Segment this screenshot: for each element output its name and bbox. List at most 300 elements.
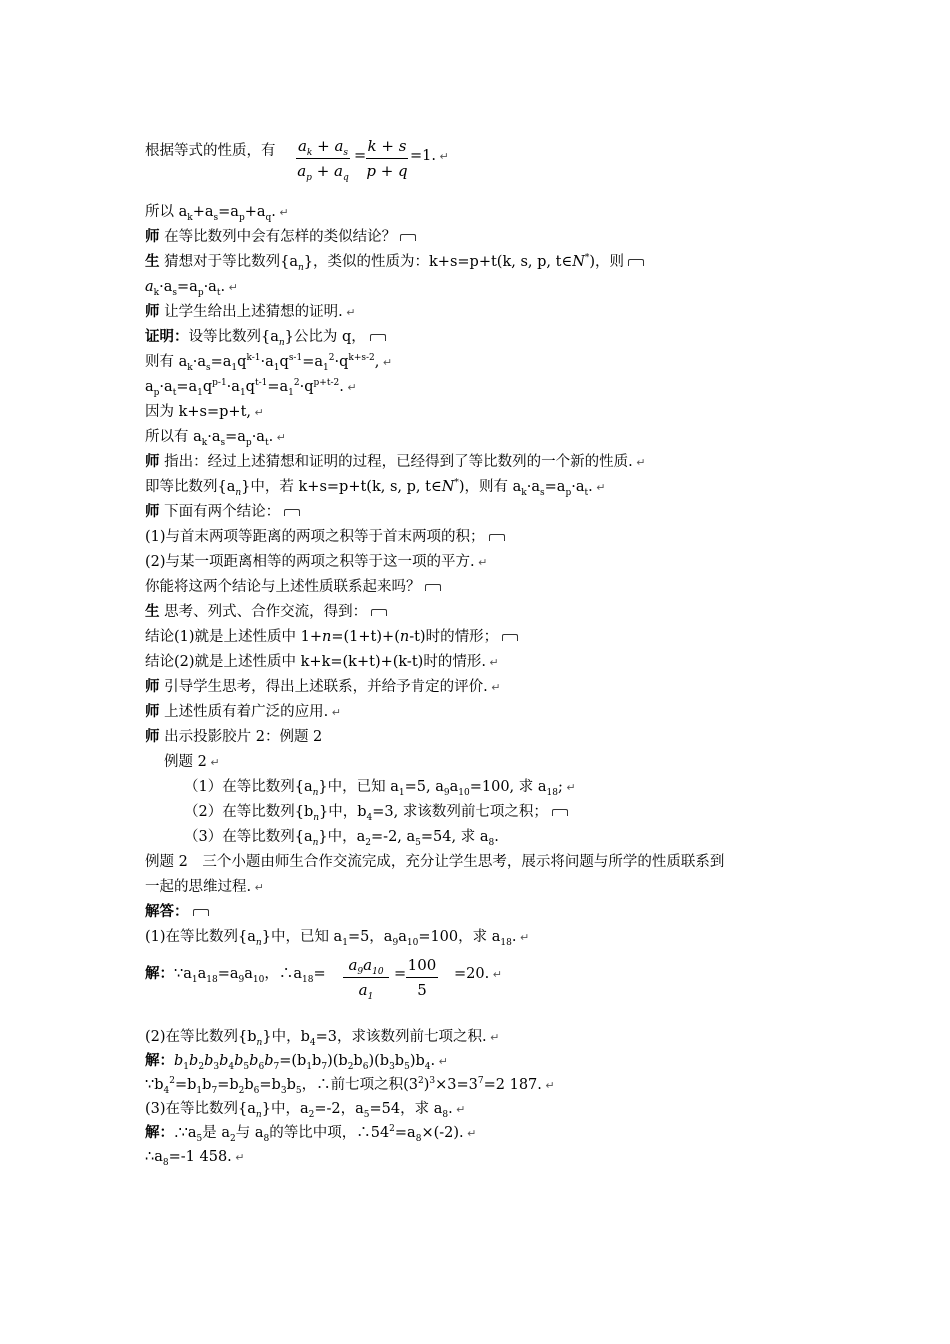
- text-segment: k: [306, 148, 313, 158]
- text-line: $\because b_4^2=b_1b_7=b_2b_6=b_3b_5$，∴前七项之积$(3^2)^3\times 3=3^7=2$ 187. ↵: [145, 1076, 555, 1096]
- text-segment: t: [584, 487, 589, 498]
- text-line: 师 指出：经过上述猜想和证明的过程，已经得到了等比数列的一个新的性质. ↵: [145, 453, 646, 470]
- text-segment: 的等比中项，∴54: [269, 1125, 390, 1141]
- text-segment: k: [187, 212, 193, 223]
- text-segment: =-2，a: [314, 1101, 364, 1117]
- text-segment: 8: [263, 1133, 270, 1144]
- text-segment: 引导学生思考，得出上述联系，并给予肯定的评价.: [164, 679, 488, 695]
- text-segment: 猜想对于等比数列{a: [164, 254, 298, 270]
- text-segment: 例题 2 三个小题由师生合作交流完成，充分让学生思考，展示将问题与所学的性质联系到: [145, 854, 725, 870]
- text-segment: a: [297, 137, 307, 155]
- text-segment: =a: [210, 354, 232, 370]
- text-segment: ·a: [251, 429, 265, 445]
- text-segment: + a: [311, 162, 343, 180]
- text-segment: 7: [273, 1061, 280, 1072]
- text-segment: 生: [145, 253, 160, 270]
- text-segment: =b: [259, 1077, 281, 1093]
- text-segment: （1）在等比数列{a: [184, 779, 313, 795]
- fraction: [406, 955, 438, 1000]
- text-segment: p: [306, 173, 312, 183]
- text-segment: ×(-2).: [421, 1125, 464, 1141]
- text-segment: p: [565, 487, 572, 498]
- text-segment: p-1: [212, 378, 227, 389]
- text-line: [145, 601, 387, 623]
- text-segment: *: [584, 253, 590, 264]
- text-segment: 7: [477, 1076, 484, 1087]
- text-segment: s: [343, 148, 349, 158]
- text-segment: =54，求 a: [369, 1101, 443, 1117]
- text-segment: =100, 求 a: [469, 779, 547, 795]
- text-segment: n: [313, 812, 320, 823]
- text-segment: .: [494, 829, 499, 845]
- text-segment: =3，求该数列前七项之积.: [315, 1029, 487, 1045]
- text-line: [145, 901, 209, 923]
- text-segment: b: [219, 1053, 229, 1069]
- text-segment: （2）在等比数列{b: [184, 804, 314, 820]
- text-segment: .: [339, 379, 344, 395]
- text-segment: 8: [488, 837, 495, 848]
- text-segment: =a: [394, 1125, 416, 1141]
- text-segment: =a: [267, 379, 289, 395]
- text-segment: 2: [365, 837, 372, 848]
- text-segment: b: [204, 1053, 214, 1069]
- text-line: [145, 326, 386, 348]
- equals-sign: =: [394, 966, 407, 982]
- text-segment: a: [398, 929, 407, 945]
- text-segment: 所以 a: [145, 204, 188, 220]
- text-line: 因为 k+s=p+t, ↵: [145, 404, 264, 420]
- text-segment: 18: [500, 937, 512, 948]
- denominator: [296, 161, 350, 181]
- text-segment: s: [213, 212, 219, 223]
- text-line: [145, 963, 326, 985]
- text-line: 例题 2 ↵: [164, 754, 220, 770]
- text-segment: 例题 2: [164, 754, 207, 770]
- text-segment: 4: [228, 1061, 235, 1072]
- text-segment: =2 187.: [483, 1077, 542, 1093]
- text-segment: 5: [295, 1085, 302, 1096]
- text-segment: N: [441, 479, 455, 495]
- text-segment: 1: [342, 937, 348, 948]
- denominator: [343, 980, 389, 1000]
- text-segment: =a: [177, 279, 198, 295]
- text-segment: b: [249, 1053, 259, 1069]
- text-segment: 3: [429, 1076, 436, 1087]
- text-segment: ·a: [226, 379, 240, 395]
- text-segment: =5，a: [347, 929, 393, 945]
- text-segment: 7: [211, 1085, 218, 1096]
- text-segment: }中，b: [319, 804, 367, 820]
- text-segment: =20.: [454, 966, 490, 982]
- numerator: 100: [407, 956, 437, 974]
- text-segment: N: [572, 254, 585, 270]
- text-segment: }，类似的性质为：k+s=p+t(k, s, p, t∈: [303, 254, 573, 270]
- numerator: [343, 955, 389, 975]
- text-segment: 1: [273, 362, 280, 373]
- text-segment: ，∴前七项之积(3: [301, 1077, 418, 1093]
- text-segment: 2: [229, 1133, 236, 1144]
- text: =20. ↵: [454, 966, 502, 982]
- text-segment: =a: [225, 429, 246, 445]
- text-segment: s: [540, 487, 545, 498]
- text-segment: q: [245, 379, 255, 395]
- text-segment: 解：: [145, 1124, 174, 1141]
- text-segment: .: [271, 204, 276, 220]
- text-segment: 在等比数列中会有怎样的类似结论？: [164, 229, 397, 245]
- text-segment: 2: [308, 1109, 315, 1120]
- text-segment: 10: [252, 974, 265, 985]
- text-segment: 1: [239, 387, 246, 398]
- text-segment: 1: [231, 362, 238, 373]
- text-segment: 5: [196, 1133, 203, 1144]
- text-line: [145, 851, 724, 873]
- text-segment: 2: [238, 1085, 245, 1096]
- text-segment: 1: [323, 362, 329, 373]
- text-segment: =-2, a: [371, 829, 416, 845]
- text-line: 即等比数列$\{a_n\}$中，若 k+s=p+t(k, s, p, t∈N*)，则有 $a_k\cdot a_s=a_p\cdot a_t$. ↵: [145, 478, 606, 498]
- text-line: (1)在等比数列$\{a_n\}$中，已知 $a_1=5$，$a_9a_{10}=100$，求 $a_{18}$. ↵: [145, 929, 530, 948]
- text-segment: 8: [162, 1157, 169, 1168]
- text-segment: 结论(2)就是上述性质中 k+k=(k+t)+(k-t)时的情形.: [145, 654, 486, 670]
- text-segment: }中，a: [318, 829, 366, 845]
- text-segment: 师: [145, 228, 160, 245]
- text-segment: a: [348, 956, 358, 974]
- text-segment: a: [244, 966, 253, 982]
- text-segment: 一起的思维过程.: [145, 879, 252, 895]
- text-segment: 5: [404, 1061, 410, 1072]
- text-segment: .∵a: [174, 1125, 197, 1141]
- text-segment: 10: [406, 937, 419, 948]
- text-line: 结论(2)就是上述性质中 k+k=(k+t)+(k-t)时的情形. ↵: [145, 654, 499, 670]
- text-segment: 思考、列式、合作交流，得到：: [164, 604, 368, 620]
- text-segment: 让学生给出上述猜想的证明.: [164, 304, 343, 320]
- text-segment: 因为 k+s=p+t,: [145, 404, 252, 420]
- text-segment: q: [265, 212, 272, 223]
- text-segment: 师: [145, 503, 160, 520]
- text-segment: 1: [398, 787, 405, 798]
- text-segment: }中，已知 a: [261, 929, 343, 945]
- text-line: $a_k\cdot a_s=a_p\cdot a_t$. ↵: [145, 279, 238, 298]
- text-segment: =a: [544, 479, 566, 495]
- text-line: 师 让学生给出上述猜想的证明. ↵: [145, 303, 356, 320]
- text-line: 师 引导学生思考，得出上述联系，并给予肯定的评价. ↵: [145, 678, 501, 695]
- text-segment: 设等比数列{a: [188, 329, 279, 345]
- text-segment: 18: [546, 787, 558, 798]
- text-segment: 2: [389, 1124, 395, 1135]
- text-segment: 2: [293, 378, 300, 389]
- text-segment: t: [216, 287, 221, 298]
- text-segment: 上述性质有着广泛的应用.: [164, 704, 329, 720]
- text-segment: n: [278, 337, 285, 348]
- text-segment: =(b: [279, 1053, 307, 1069]
- numerator: k + s: [367, 137, 407, 155]
- text-segment: p: [238, 212, 245, 223]
- text-segment: 4: [424, 1061, 431, 1072]
- text-segment: 5: [415, 837, 421, 848]
- text-segment: 9: [443, 787, 450, 798]
- text-segment: 出示投影胶片 2：例题 2: [164, 729, 323, 745]
- text-segment: ，∴a: [264, 966, 303, 982]
- text-segment: ·q: [334, 354, 349, 370]
- text-segment: ∵a: [174, 966, 192, 982]
- text-segment: k: [153, 287, 160, 298]
- text-segment: 3: [213, 1061, 220, 1072]
- text-segment: =b: [174, 1077, 197, 1093]
- text-segment: ∵b: [145, 1077, 164, 1093]
- text-segment: a: [145, 279, 154, 295]
- text-segment: + a: [312, 137, 344, 155]
- text-segment: )，则有 a: [458, 479, 522, 495]
- text-segment: 6: [258, 1061, 265, 1072]
- text-segment: 6: [362, 1061, 369, 1072]
- text-line: [184, 801, 568, 823]
- text-segment: (2)与某一项距离相等的两项之积等于这一项的平方.: [145, 554, 475, 570]
- text-segment: 则有 a: [145, 354, 188, 370]
- text-segment: 生: [145, 603, 160, 620]
- text-segment: 1: [367, 992, 374, 1002]
- text-segment: k: [201, 437, 208, 448]
- text-segment: b: [286, 1077, 296, 1093]
- text-line: $\therefore a_8=-1$ 458. ↵: [145, 1149, 245, 1168]
- text-segment: 7: [321, 1061, 328, 1072]
- text-segment: p+t-2: [313, 378, 340, 389]
- text-segment: =(1+t)+(: [331, 629, 400, 645]
- fraction: [366, 136, 408, 181]
- text-segment: =5, a: [404, 779, 444, 795]
- text-segment: ·a: [260, 354, 274, 370]
- text-segment: q: [237, 354, 247, 370]
- text-segment: 1: [191, 974, 198, 985]
- text-segment: ·a: [159, 279, 173, 295]
- text-segment: ·a: [159, 379, 173, 395]
- text-segment: n: [312, 787, 319, 798]
- text-segment: 解：: [145, 1052, 174, 1069]
- text-segment: b: [394, 1053, 405, 1069]
- text-segment: *: [454, 478, 459, 489]
- text-segment: 10: [458, 787, 470, 798]
- text-line: [145, 526, 505, 548]
- text-segment: 师: [145, 303, 160, 320]
- text-segment: 你能将这两个结论与上述性质联系起来吗？: [145, 579, 421, 595]
- text-segment: 下面有两个结论：: [164, 504, 281, 520]
- text-segment: （3）在等比数列{a: [184, 829, 313, 845]
- text-segment: a: [197, 966, 207, 982]
- text-segment: 指出：经过上述猜想和证明的过程，已经得到了等比数列的一个新的性质.: [164, 454, 633, 470]
- text-segment: 是 a: [202, 1125, 230, 1141]
- text-line: (3)在等比数列$\{a_n\}$中，$a_2=-2$，$a_5=54$，求 $a_8$. ↵: [145, 1101, 466, 1120]
- text-segment: n: [399, 629, 410, 645]
- text-segment: 即等比数列{a: [145, 479, 236, 495]
- text-segment: 1: [197, 387, 203, 398]
- text-segment: 5: [243, 1061, 250, 1072]
- text-line: [145, 251, 644, 273]
- text-segment: 9: [392, 937, 399, 948]
- text-segment: q: [343, 173, 349, 183]
- text-segment: =a: [218, 204, 239, 220]
- text-segment: .: [588, 479, 593, 495]
- text-line: 则有 $a_k\cdot a_s=a_1q^{k-1}\cdot a_1q^{s-1}=a_1^2\cdot q^{k+s-2}$, ↵: [145, 353, 393, 373]
- text-segment: 师: [145, 703, 160, 720]
- text-segment: t-1: [254, 378, 268, 389]
- text-segment: }公比为 q，: [284, 329, 366, 345]
- text-segment: n: [312, 837, 319, 848]
- text-segment: b: [244, 1077, 254, 1093]
- text-segment: =54, 求 a: [420, 829, 489, 845]
- text-segment: ·a: [192, 354, 206, 370]
- text-line: [184, 826, 499, 848]
- text-segment: =a: [302, 354, 323, 370]
- text-line: [145, 140, 276, 162]
- text-segment: 所以有 a: [145, 429, 202, 445]
- text-segment: .: [268, 429, 274, 445]
- text-line: 所以有 $a_k\cdot a_s=a_p\cdot a_t$. ↵: [145, 429, 286, 448]
- text-segment: p: [153, 387, 160, 398]
- text-segment: 4: [163, 1085, 170, 1096]
- text-segment: 8: [415, 1133, 422, 1144]
- text-segment: 3: [389, 1061, 395, 1072]
- denominator: p + q: [366, 162, 408, 180]
- text-segment: a: [358, 981, 368, 999]
- text-segment: (3)在等比数列{a: [145, 1101, 256, 1117]
- text-segment: 解答：: [145, 903, 189, 920]
- text-segment: 9: [357, 967, 364, 977]
- text-segment: =3, 求该数列前七项之积；: [372, 804, 548, 820]
- text-segment: k+s-2: [348, 353, 375, 364]
- text-segment: )(b: [368, 1053, 390, 1069]
- text-segment: 4: [366, 812, 373, 823]
- text-segment: 结论(1)就是上述性质中 1+: [145, 629, 323, 645]
- fraction: [296, 136, 350, 181]
- text-segment: =100，求 a: [418, 929, 501, 945]
- text-segment: n: [255, 937, 262, 948]
- text-segment: 18: [302, 974, 314, 985]
- text-segment: +a: [192, 204, 214, 220]
- text-segment: =: [313, 966, 326, 982]
- text-segment: k: [187, 362, 193, 373]
- text-segment: }中，若 k+s=p+t(k, s, p, t∈: [241, 479, 442, 495]
- text-segment: }中，b: [262, 1029, 310, 1045]
- text-line: 所以 $a_k+a_s=a_p+a_q$. ↵: [145, 204, 289, 223]
- text-segment: ·a: [203, 279, 217, 295]
- text-segment: =b: [217, 1077, 239, 1093]
- text-segment: 与 a: [235, 1125, 264, 1141]
- text-line: （1）在等比数列$\{a_n\}$中，已知 $a_1=5$, $a_9a_{10}=100$, 求 $a_{18}$; ↵: [184, 779, 576, 798]
- text-segment: 2: [417, 1076, 424, 1087]
- text: =1. ↵: [410, 148, 449, 164]
- text-segment: 18: [206, 974, 218, 985]
- text-segment: 2: [169, 1076, 175, 1087]
- text-segment: -t)时的情形；: [409, 629, 499, 645]
- text-line: (2)在等比数列$\{b_n\}$中，$b_4=3$，求该数列前七项之积. ↵: [145, 1029, 500, 1048]
- text-segment: =1.: [410, 148, 436, 164]
- text-segment: s: [172, 287, 178, 298]
- text-line: [145, 501, 300, 523]
- denominator: 5: [417, 981, 427, 999]
- text-segment: b: [174, 1053, 184, 1069]
- text-segment: 10: [372, 967, 384, 977]
- text-segment: 师: [145, 453, 160, 470]
- text-line: [145, 626, 518, 648]
- fraction: [343, 955, 389, 1000]
- text-segment: t: [172, 387, 177, 398]
- text-line: 一起的思维过程. ↵: [145, 879, 264, 895]
- text-line: 师 上述性质有着广泛的应用. ↵: [145, 703, 341, 720]
- text-line: [145, 226, 416, 248]
- text-line: [145, 726, 322, 748]
- text-segment: ×3=3: [435, 1077, 478, 1093]
- text-line: $a_p\cdot a_t=a_1q^{p-1}\cdot a_1q^{t-1}=a_1^2\cdot q^{p+t-2}$. ↵: [145, 378, 357, 398]
- text-segment: ∴a: [145, 1149, 163, 1165]
- text-segment: 8: [442, 1109, 449, 1120]
- text-segment: )，则: [589, 254, 625, 270]
- text-segment: a: [145, 379, 154, 395]
- equals-sign: =: [354, 148, 367, 164]
- text-segment: (1)在等比数列{a: [145, 929, 256, 945]
- text-segment: (2)在等比数列{b: [145, 1029, 257, 1045]
- text-segment: 3: [280, 1085, 287, 1096]
- text-segment: )b: [409, 1053, 425, 1069]
- text-segment: n: [256, 1037, 263, 1048]
- text-segment: +a: [244, 204, 266, 220]
- text-segment: )(b: [327, 1053, 348, 1069]
- text-segment: a: [449, 779, 459, 795]
- text-segment: b: [353, 1053, 363, 1069]
- text-segment: 1: [196, 1085, 203, 1096]
- text-segment: s-1: [288, 353, 303, 364]
- text-segment: ,: [374, 354, 380, 370]
- text-line: (2)与某一项距离相等的两项之积等于这一项的平方. ↵: [145, 554, 488, 570]
- text-segment: =-1 458.: [168, 1149, 232, 1165]
- text-segment: k: [521, 487, 527, 498]
- text-segment: n: [235, 487, 242, 498]
- text-segment: 1: [288, 387, 294, 398]
- text-segment: 6: [253, 1085, 260, 1096]
- text-segment: ·a: [571, 479, 585, 495]
- text-segment: 证明：: [145, 328, 189, 345]
- text-segment: ·a: [526, 479, 541, 495]
- text-segment: 9: [238, 974, 245, 985]
- text-segment: n: [322, 629, 332, 645]
- text-segment: q: [202, 379, 213, 395]
- text-segment: b: [312, 1053, 322, 1069]
- text-segment: a: [297, 162, 307, 180]
- text-segment: 2: [198, 1061, 205, 1072]
- text-segment: }中，已知 a: [318, 779, 399, 795]
- text-segment: }中，a: [261, 1101, 309, 1117]
- text-segment: b: [234, 1053, 244, 1069]
- text-segment: b: [264, 1053, 274, 1069]
- text-segment: n: [255, 1109, 262, 1120]
- text-segment: .: [511, 929, 517, 945]
- text: 根据等式的性质，有: [145, 143, 276, 159]
- text-segment: 2: [347, 1061, 354, 1072]
- text-segment: =a: [176, 379, 198, 395]
- text-segment: q: [279, 354, 289, 370]
- text-segment: k-1: [246, 353, 261, 364]
- text-segment: 师: [145, 678, 160, 695]
- text-segment: b: [202, 1077, 212, 1093]
- text-segment: p: [245, 437, 252, 448]
- numerator: [296, 136, 350, 156]
- text-segment: b: [189, 1053, 199, 1069]
- text-segment: (1)与首末两项等距离的两项之积等于首末两项的积；: [145, 529, 485, 545]
- text-segment: 2: [328, 353, 335, 364]
- text-segment: ·q: [299, 379, 314, 395]
- text-segment: .: [448, 1101, 453, 1117]
- text-line: [145, 576, 441, 598]
- text-segment: 解：: [145, 965, 174, 982]
- text-segment: 师: [145, 728, 160, 745]
